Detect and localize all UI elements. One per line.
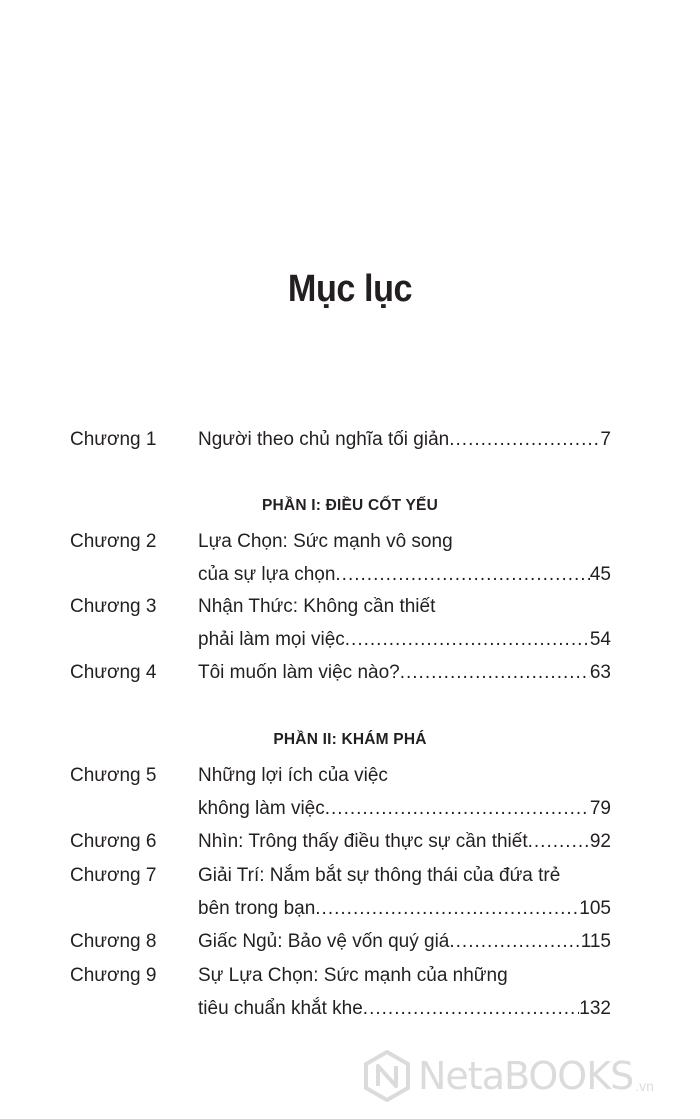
- toc-line: [198, 892, 611, 925]
- chapter-title: Sự Lựa Chọn: Sức mạnh của những: [198, 965, 508, 986]
- part-heading-1: PHẦN I: ĐIỀU CỐT YẾU: [262, 497, 438, 514]
- chapter-title-cont: bên trong bạn: [198, 898, 316, 919]
- page-number: 7: [600, 429, 611, 450]
- dot-leader: [449, 423, 600, 456]
- part-heading-2: PHẦN II: KHÁM PHÁ: [273, 731, 427, 748]
- page-number: 54: [589, 629, 611, 650]
- dot-leader: [363, 992, 580, 1025]
- chapter-title: Những lợi ích của việc: [198, 765, 388, 786]
- chapter-label: Chương 3: [70, 596, 157, 617]
- toc-line: [198, 558, 611, 591]
- page-number: 45: [589, 564, 611, 585]
- toc-line: [198, 759, 611, 792]
- page-number: 63: [589, 662, 611, 683]
- page-number: 105: [579, 898, 611, 919]
- toc-line: [198, 992, 611, 1025]
- chapter-title-cont: không làm việc: [198, 798, 325, 819]
- page-number: 92: [589, 831, 611, 852]
- netabooks-logo-icon: [364, 1050, 410, 1102]
- toc-line: [198, 859, 611, 892]
- page-number: 79: [589, 798, 611, 819]
- chapter-title: Tôi muốn làm việc nào?: [198, 662, 400, 683]
- chapter-title: Giấc Ngủ: Bảo vệ vốn quý giá: [198, 931, 450, 952]
- dot-leader: [315, 892, 579, 925]
- toc-line: [198, 525, 611, 558]
- page-title: Mục lục: [287, 268, 413, 310]
- chapter-label: Chương 8: [70, 931, 157, 952]
- chapter-title-cont: của sự lựa chọn: [198, 564, 336, 585]
- toc-line: [198, 590, 611, 623]
- dot-leader: [400, 656, 590, 689]
- watermark-brand: NetaBOOKS: [418, 1054, 634, 1098]
- watermark: [364, 1046, 694, 1106]
- chapter-label: Chương 9: [70, 965, 157, 986]
- chapter-title: Giải Trí: Nắm bắt sự thông thái của đứa trẻ: [198, 865, 561, 886]
- chapter-label: Chương 6: [70, 831, 157, 852]
- chapter-label: Chương 1: [70, 429, 157, 450]
- page-number: 115: [580, 931, 611, 952]
- toc-line: [198, 925, 611, 958]
- dot-leader: [528, 825, 590, 858]
- chapter-label: Chương 2: [70, 531, 157, 552]
- watermark-suffix: .vn: [635, 1078, 654, 1094]
- chapter-label: Chương 5: [70, 765, 157, 786]
- dot-leader: [335, 558, 589, 591]
- chapter-title: Người theo chủ nghĩa tối giản: [198, 429, 450, 450]
- toc-line: [198, 423, 611, 456]
- toc-line: [198, 792, 611, 825]
- chapter-title-cont: tiêu chuẩn khắt khe: [198, 998, 363, 1019]
- chapter-title: Nhìn: Trông thấy điều thực sự cần thiết: [198, 831, 528, 852]
- toc-line: [198, 959, 611, 992]
- toc-line: [198, 825, 611, 858]
- dot-leader: [345, 623, 590, 656]
- chapter-label: Chương 7: [70, 865, 157, 886]
- dot-leader: [325, 792, 590, 825]
- chapter-title-cont: phải làm mọi việc: [198, 629, 345, 650]
- chapter-label: Chương 4: [70, 662, 157, 683]
- dot-leader: [449, 925, 580, 958]
- chapter-title: Lựa Chọn: Sức mạnh vô song: [198, 531, 453, 552]
- page-number: 132: [579, 998, 611, 1019]
- toc-line: [198, 656, 611, 689]
- toc-line: [198, 623, 611, 656]
- chapter-title: Nhận Thức: Không cần thiết: [198, 596, 436, 617]
